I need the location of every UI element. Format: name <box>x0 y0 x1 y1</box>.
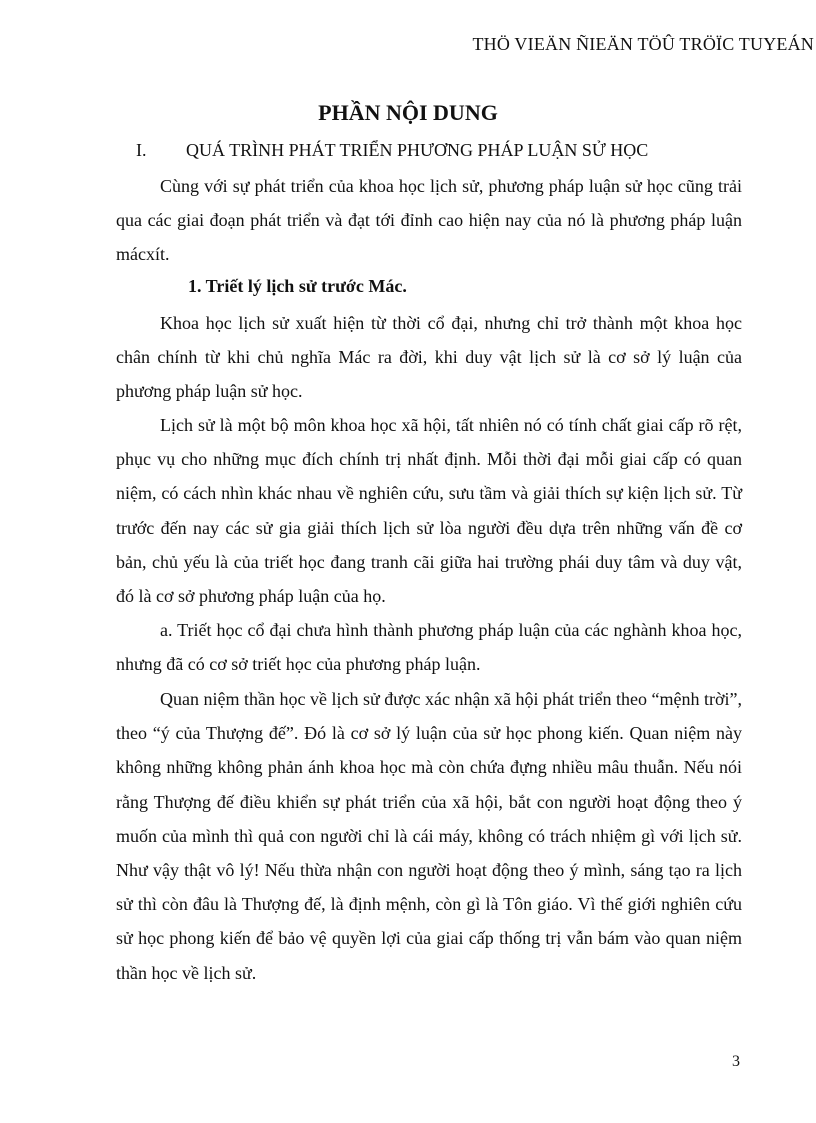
section-heading <box>136 140 648 161</box>
page-title: PHẦN NỘI DUNG <box>318 100 498 125</box>
paragraph-4: Quan niệm thần học về lịch sử được xác nhận xã hội phát triển theo “mệnh trời”, theo “ý của Thượng đế”. Đó là cơ sở lý luận của sử học phong kiến. Quan niệm này không những không phản ánh khoa học mà còn chứa đựng nhiều mâu thuẫn. Nếu nói rằng Thượng đế điều khiển sự phát triển của xã hội, bắt con người hoạt động theo ý muốn của mình thì quả con người chỉ là cái máy, không có trách nhiệm gì với lịch sử. Như vậy thật vô lý! Nếu thừa nhận con người hoạt động theo ý mình, sáng tạo ra lịch sử thì còn đâu là Thượng đế, là định mệnh, còn gì là Tôn giáo. Vì thế giới nghiên cứu sử học phong kiến để bảo vệ quyền lợi của giai cấp thống trị vẫn bám vào quan niệm thần học về lịch sử. <box>116 689 742 983</box>
paragraph-intro: Cùng với sự phát triển của khoa học lịch sử, phương pháp luận sử học cũng trải qua các giai đoạn phát triển và đạt tới đỉnh cao hiện nay của nó là phương pháp luận mácxít. <box>116 176 742 265</box>
section-title: QUÁ TRÌNH PHÁT TRIỂN PHƯƠNG PHÁP LUẬN SỬ HỌC <box>186 140 649 160</box>
paragraph-3: a. Triết học cổ đại chưa hình thành phương pháp luận của các nghành khoa học, nhưng đã có cơ sở triết học của phương pháp luận. <box>116 620 742 675</box>
paragraph-2: Lịch sử là một bộ môn khoa học xã hội, tất nhiên nó có tính chất giai cấp rõ rệt, phục vụ cho những mục đích chính trị nhất định. Mỗi thời đại mỗi giai cấp có quan niệm, có cách nhìn khác nhau về nghiên cứu, sưu tầm và giải thích sự kiện lịch sử. Từ trước đến nay các sử gia giải thích lịch sử lòa người đều dựa trên những vấn đề cơ bản, chủ yếu là của triết học đang tranh cãi giữa hai trường phái duy tâm và duy vật, đó là cơ sở phương pháp luận của họ. <box>116 415 742 607</box>
subsection-heading: 1. Triết lý lịch sử trước Mác. <box>188 276 407 296</box>
page-number: 3 <box>732 1053 740 1070</box>
running-header: THÖ VIEÄN ÑIEÄN TÖÛ TRÖÏC TUYEÁN <box>472 34 814 54</box>
section-number: I. <box>136 140 147 160</box>
paragraph-1: Khoa học lịch sử xuất hiện từ thời cổ đại, nhưng chỉ trở thành một khoa học chân chính từ khi chủ nghĩa Mác ra đời, khi duy vật lịch sử là cơ sở lý luận của phương pháp luận sử học. <box>116 313 742 402</box>
